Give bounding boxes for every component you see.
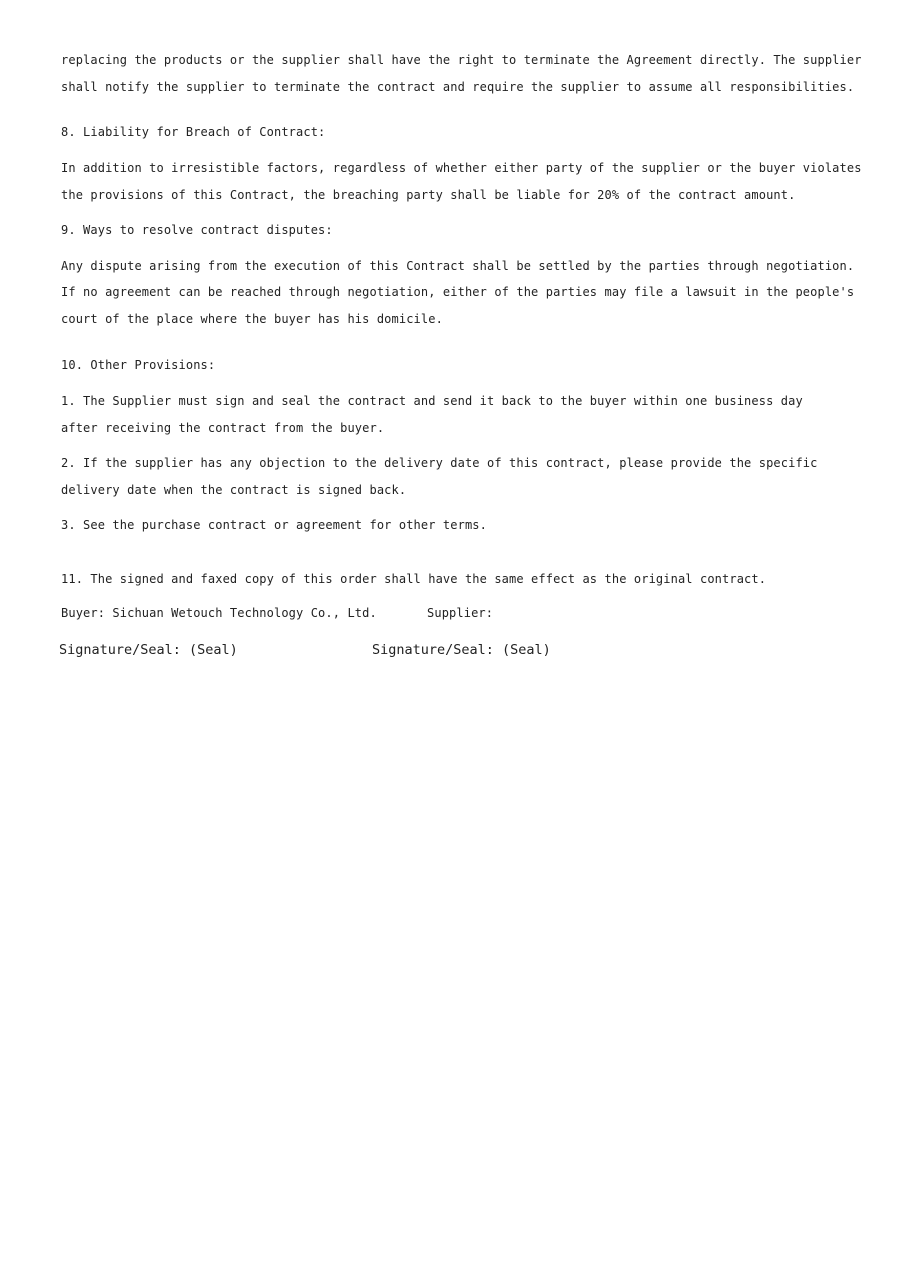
section-10-item-2-line-1: 2. If the supplier has any objection to the delivery date of this contract, please provide the specific xyxy=(61,456,818,470)
section-11-text: 11. The signed and faxed copy of this order shall have the same effect as the original contract. xyxy=(61,572,767,586)
section-10-item-1-line-2: after receiving the contract from the buyer. xyxy=(61,421,385,435)
continuation-line-1: replacing the products or the supplier shall have the right to terminate the Agreement directly. The supplier xyxy=(61,53,862,67)
continuation-line-2: shall notify the supplier to terminate the contract and require the supplier to assume all responsibilities. xyxy=(61,80,855,94)
section-8-line-2: the provisions of this Contract, the breaching party shall be liable for 20% of the contract amount. xyxy=(61,188,796,202)
section-9-line-1: Any dispute arising from the execution of this Contract shall be settled by the parties through negotiation. xyxy=(61,259,855,273)
buyer-name: Buyer: Sichuan Wetouch Technology Co., Ltd. xyxy=(61,606,377,620)
section-10-heading: 10. Other Provisions: xyxy=(61,358,216,372)
section-9-heading: 9. Ways to resolve contract disputes: xyxy=(61,223,333,237)
section-8-line-1: In addition to irresistible factors, regardless of whether either party of the supplier or the buyer violates xyxy=(61,161,862,175)
section-9-line-3: court of the place where the buyer has his domicile. xyxy=(61,312,443,326)
section-8-heading: 8. Liability for Breach of Contract: xyxy=(61,125,326,139)
section-10-item-1-line-1: 1. The Supplier must sign and seal the contract and send it back to the buyer within one business day xyxy=(61,394,803,408)
supplier-signature-seal: Signature/Seal: (Seal) xyxy=(372,642,551,658)
section-10-item-3: 3. See the purchase contract or agreement for other terms. xyxy=(61,518,487,532)
buyer-signature-seal: Signature/Seal: (Seal) xyxy=(59,642,238,658)
section-10-item-2-line-2: delivery date when the contract is signed back. xyxy=(61,483,407,497)
supplier-label: Supplier: xyxy=(427,606,494,620)
section-9-line-2: If no agreement can be reached through negotiation, either of the parties may file a lawsuit in the people's xyxy=(61,285,855,299)
